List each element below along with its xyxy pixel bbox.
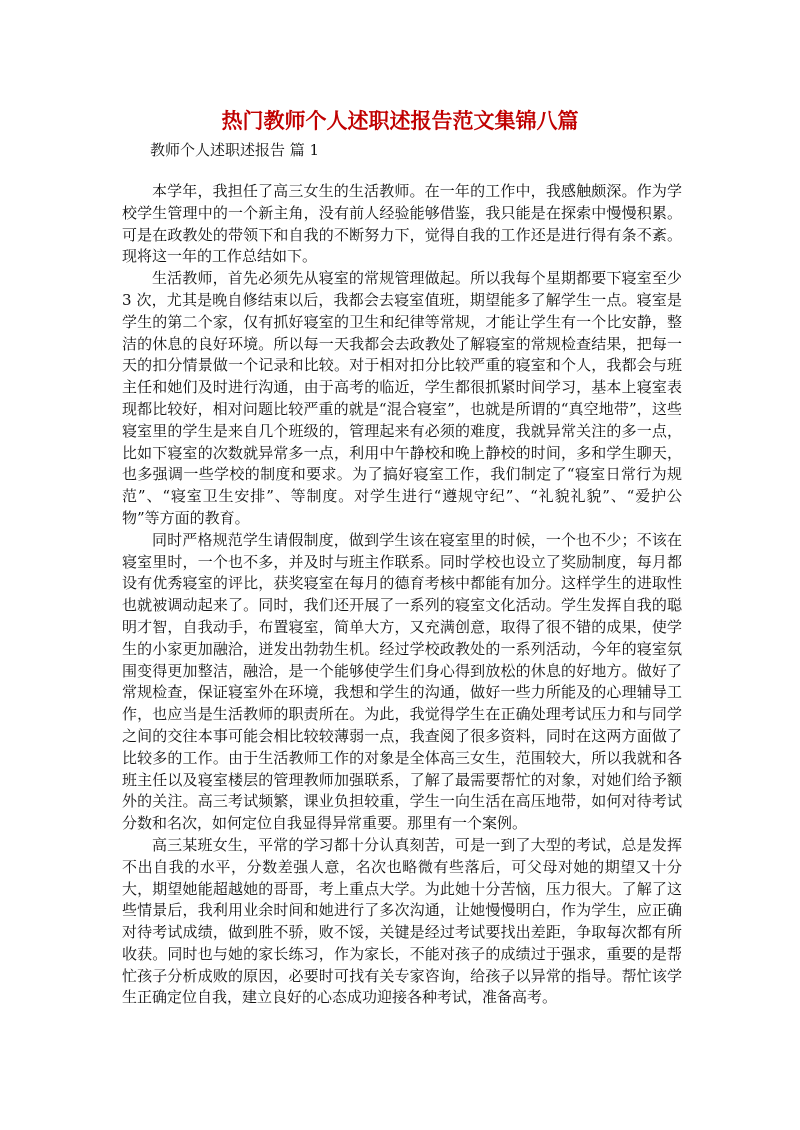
- document-body: [122, 181, 682, 1009]
- paragraph-1: 本学年，我担任了高三女生的生活教师。在一年的工作中，我感触颇深。作为学校学生管理中的一个新主角，没有前人经验能够借鉴，我只能是在探索中慢慢积累。可是在政教处的带领下和自我的不断努力下，觉得自我的工作还是进行得有条不紊。现将这一年的工作总结如下。: [122, 182, 682, 266]
- document-title: 热门教师个人述职述报告范文集锦八篇: [221, 108, 579, 133]
- paragraph-4: 高三某班女生，平常的学习都十分认真刻苦，可是一到了大型的考试，总是发挥不出自我的水平，分数差强人意，名次也略微有些落后，可父母对她的期望又十分大，期望她能超越她的哥哥，考上重点大学。为此她十分苦恼，压力很大。了解了这些情景后，我利用业余时间和她进行了多次沟通，让她慢慢明白，作为学生，应正确对待考试成绩，做到胜不骄，败不馁，关键是经过考试要找出差距，争取每次都有所收获。同时也与她的家长练习，作为家长，不能对孩子的成绩过于强求，重要的是帮忙孩子分析成败的原因，必要时可找有关专家咨询，给孩子以异常的指导。帮忙该学生正确定位自我，建立良好的心态成功迎接各种考试，准备高考。: [122, 835, 682, 1007]
- section-heading: 教师个人述职述报告 篇 1: [150, 141, 320, 159]
- paragraph-3: 同时严格规范学生请假制度，做到学生该在寝室里的时候，一个也不少；不该在寝室里时，一个也不多，并及时与班主作联系。同时学校也设立了奖励制度，每月都设有优秀寝室的评比，获奖寝室在每月的德育考核中都能有加分。这样学生的进取性也就被调动起来了。同时，我们还开展了一系列的寝室文化活动。学生发挥自我的聪明才智，自我动手，布置寝室，简单大方，又充满创意，取得了很不错的成果，使学生的小家更加融洽，迸发出勃勃生机。经过学校政教处的一系列活动，今年的寝室氛围变得更加整洁，融洽，是一个能够使学生们身心得到放松的休息的好地方。做好了常规检查，保证寝室外在环境，我想和学生的沟通，做好一些力所能及的心理辅导工作，也应当是生活教师的职责所在。为此，我觉得学生在正确处理考试压力和与同学之间的交往本事可能会相比较较薄弱一点，我查阅了很多资料，同时在这两方面做了比较多的工作。由于生活教师工作的对象是全体高三女生，范围较大，所以我就和各班主任以及寝室楼层的管理教师加强联系，了解了最需要帮忙的对象，对她们给予额外的关注。高三考试频繁，课业负担较重，学生一向生活在高压地带，如何对待考试分数和名次，如何定位自我显得异常重要。那里有一个案例。: [122, 530, 682, 833]
- paragraph-2: 生活教师，首先必须先从寝室的常规管理做起。所以我每个星期都要下寝室至少 3 次，尤其是晚自修结束以后，我都会去寝室值班，期望能多了解学生一点。寝室是学生的第二个家，仅有抓好寝室的卫生和纪律等常规，才能让学生有一个比安静，整洁的休息的良好环境。所以每一天我都会去政教处了解寝室的常规检查结果，把每一天的扣分情景做一个记录和比较。对于相对扣分比较严重的寝室和个人，我都会与班主任和她们及时进行沟通，由于高考的临近，学生都很抓紧时间学习，基本上寝室表现都比较好，相对问题比较严重的就是“混合寝室”，也就是所谓的“真空地带”，这些寝室里的学生是来自几个班级的，管理起来有必须的难度，我就异常关注的多一点，比如下寝室的次数就异常多一点，利用中午静校和晚上静校的时间，多和学生聊天，也多强调一些学校的制度和要求。为了搞好寝室工作，我们制定了“寝室日常行为规范”、“寝室卫生安排”、等制度。对学生进行“遵规守纪”、“礼貌礼貌”、“爱护公物”等方面的教育。: [122, 269, 682, 527]
